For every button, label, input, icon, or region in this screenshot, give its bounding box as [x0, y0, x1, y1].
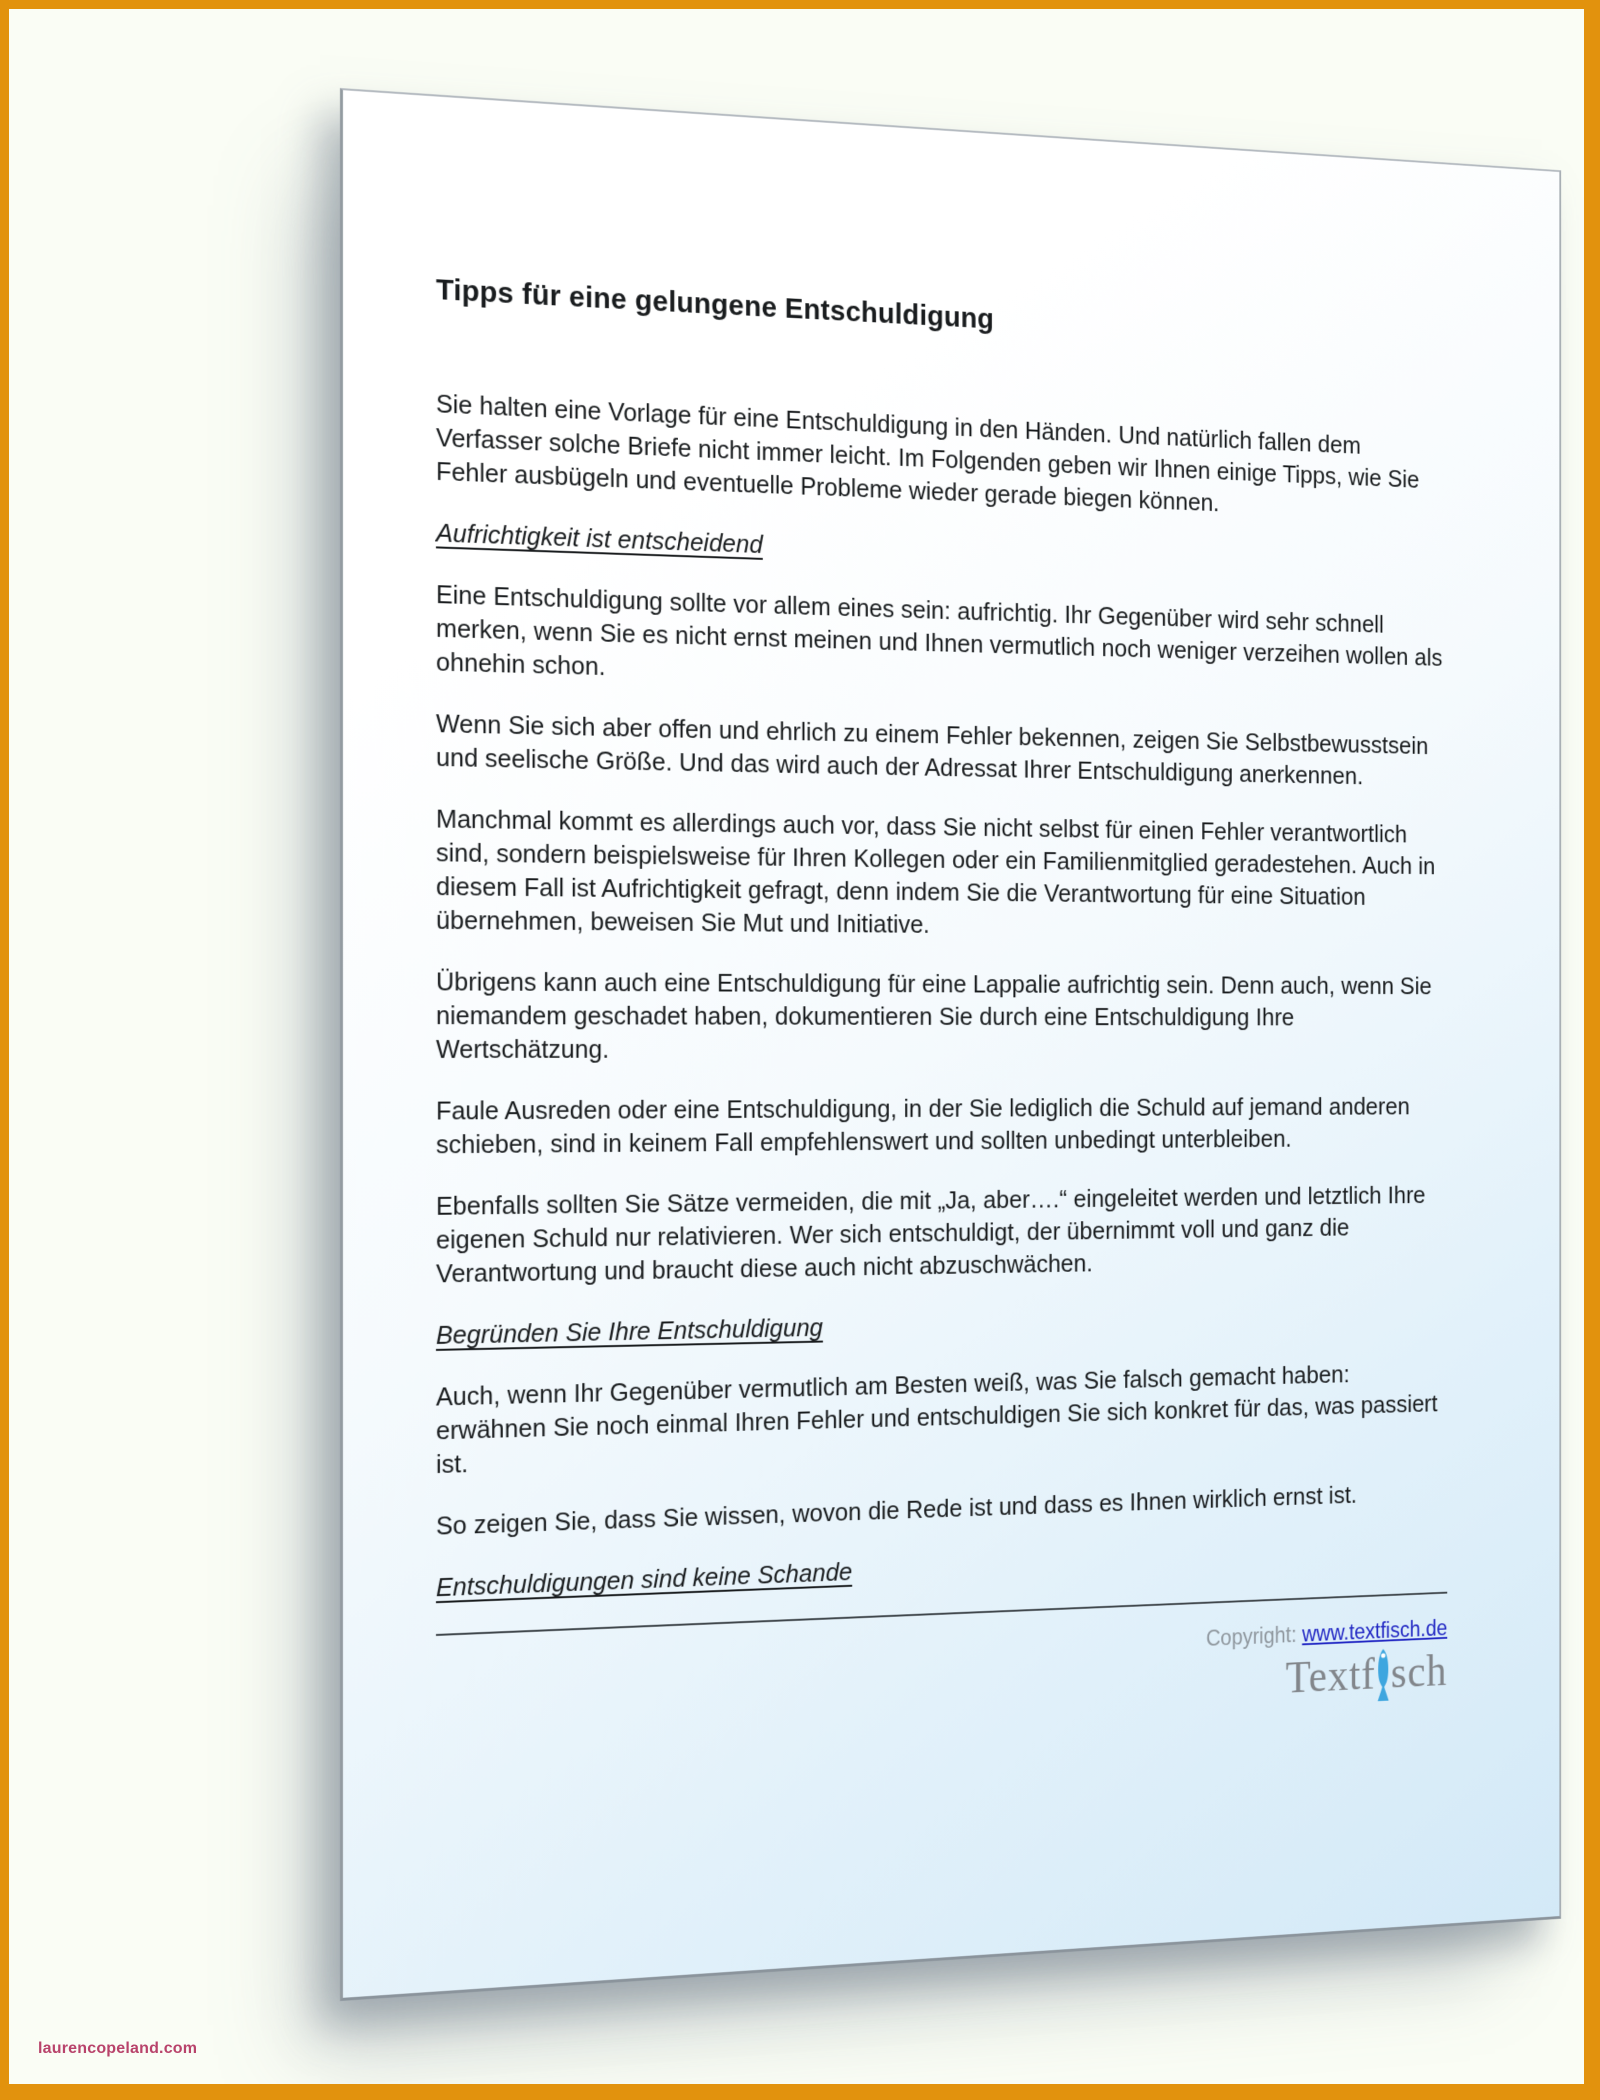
section-heading-keine-schande: Entschuldigungen sind keine Schande [435, 1556, 853, 1603]
paragraph: Übrigens kann auch eine Entschuldigung für eine Lappalie aufrichtig sein. Denn auch, wenn Sie niemandem geschadet haben, dokumentieren Sie durch eine Entschuldigung Ihre Wertschätzung. [435, 966, 1432, 1064]
fish-icon [1376, 1647, 1390, 1703]
document-title: Tipps für eine gelungene Entschuldigung [435, 273, 994, 336]
paragraph: Wenn Sie sich aber offen und ehrlich zu einem Fehler bekennen, zeigen Sie Selbstbewusstsein und seelische Größe. Und das wird auch der Adressat Ihrer Entschuldigung anerkennen. [435, 708, 1429, 790]
document-page [340, 88, 1561, 2001]
paragraph: So zeigen Sie, dass Sie wissen, wovon die Rede ist und dass es Ihnen wirklich ernst ist. [435, 1480, 1358, 1541]
paragraph: Faule Ausreden oder eine Entschuldigung, in der Sie lediglich die Schuld auf jemand anderen schieben, sind in keinem Fall empfehlenswert und sollten unbedingt unterbleiben. [435, 1092, 1410, 1160]
paragraph: Eine Entschuldigung sollte vor allem eines sein: aufrichtig. Ihr Gegenüber wird sehr schnell merken, wenn Sie es nicht ernst meinen und Ihnen vermutlich noch weniger verzeihen wollen als ohnehin schon. [435, 579, 1443, 681]
paragraph: Auch, wenn Ihr Gegenüber vermutlich am Besten weiß, was Sie falsch gemacht haben: erwähnen Sie noch einmal Ihren Fehler und entschuldigen Sie sich konkret für das, was passiert ist. [435, 1359, 1438, 1480]
document-content [436, 273, 1447, 1750]
logo-text-post: sch [1390, 1646, 1448, 1698]
copyright-label: Copyright: [1206, 1621, 1303, 1651]
paragraph-intro: Sie halten eine Vorlage für eine Entschuldigung in den Händen. Und natürlich fallen dem Verfasser solche Briefe nicht immer leicht. Im Folgenden geben wir Ihnen einige Tipps, wie Sie Fehler ausbügeln und eventuelle Probleme wieder gerade biegen können. [435, 388, 1420, 517]
paragraph: Manchmal kommt es allerdings auch vor, dass Sie nicht selbst für einen Fehler verantwortlich sind, sondern beispielsweise für Ihren Kollegen oder ein Familienmitglied geradestehen. Auch in diesem Fall ist Aufrichtigkeit gefragt, denn indem Sie die Verantwortung für eine Situation übernehmen, beweisen Sie Mut und Initiative. [435, 803, 1436, 939]
section-heading-begruenden: Begründen Sie Ihre Entschuldigung [435, 1312, 823, 1350]
section-heading-aufrichtigkeit: Aufrichtigkeit ist entscheidend [435, 517, 763, 559]
watermark-text: laurencopeland.com [38, 2040, 198, 2057]
logo-text-pre: Textf [1285, 1649, 1376, 1703]
document-footer [436, 1592, 1447, 1751]
copyright-link[interactable]: www.textfisch.de [1302, 1615, 1448, 1647]
paragraph: Ebenfalls sollten Sie Sätze vermeiden, die mit „Ja, aber….“ eingeleitet werden und letztlich Ihre eigenen Schuld nur relativieren. Wer sich entschuldigt, der übernimmt voll und ganz die Verantwortung und braucht diese auch nicht abzuschwächen. [435, 1180, 1426, 1289]
